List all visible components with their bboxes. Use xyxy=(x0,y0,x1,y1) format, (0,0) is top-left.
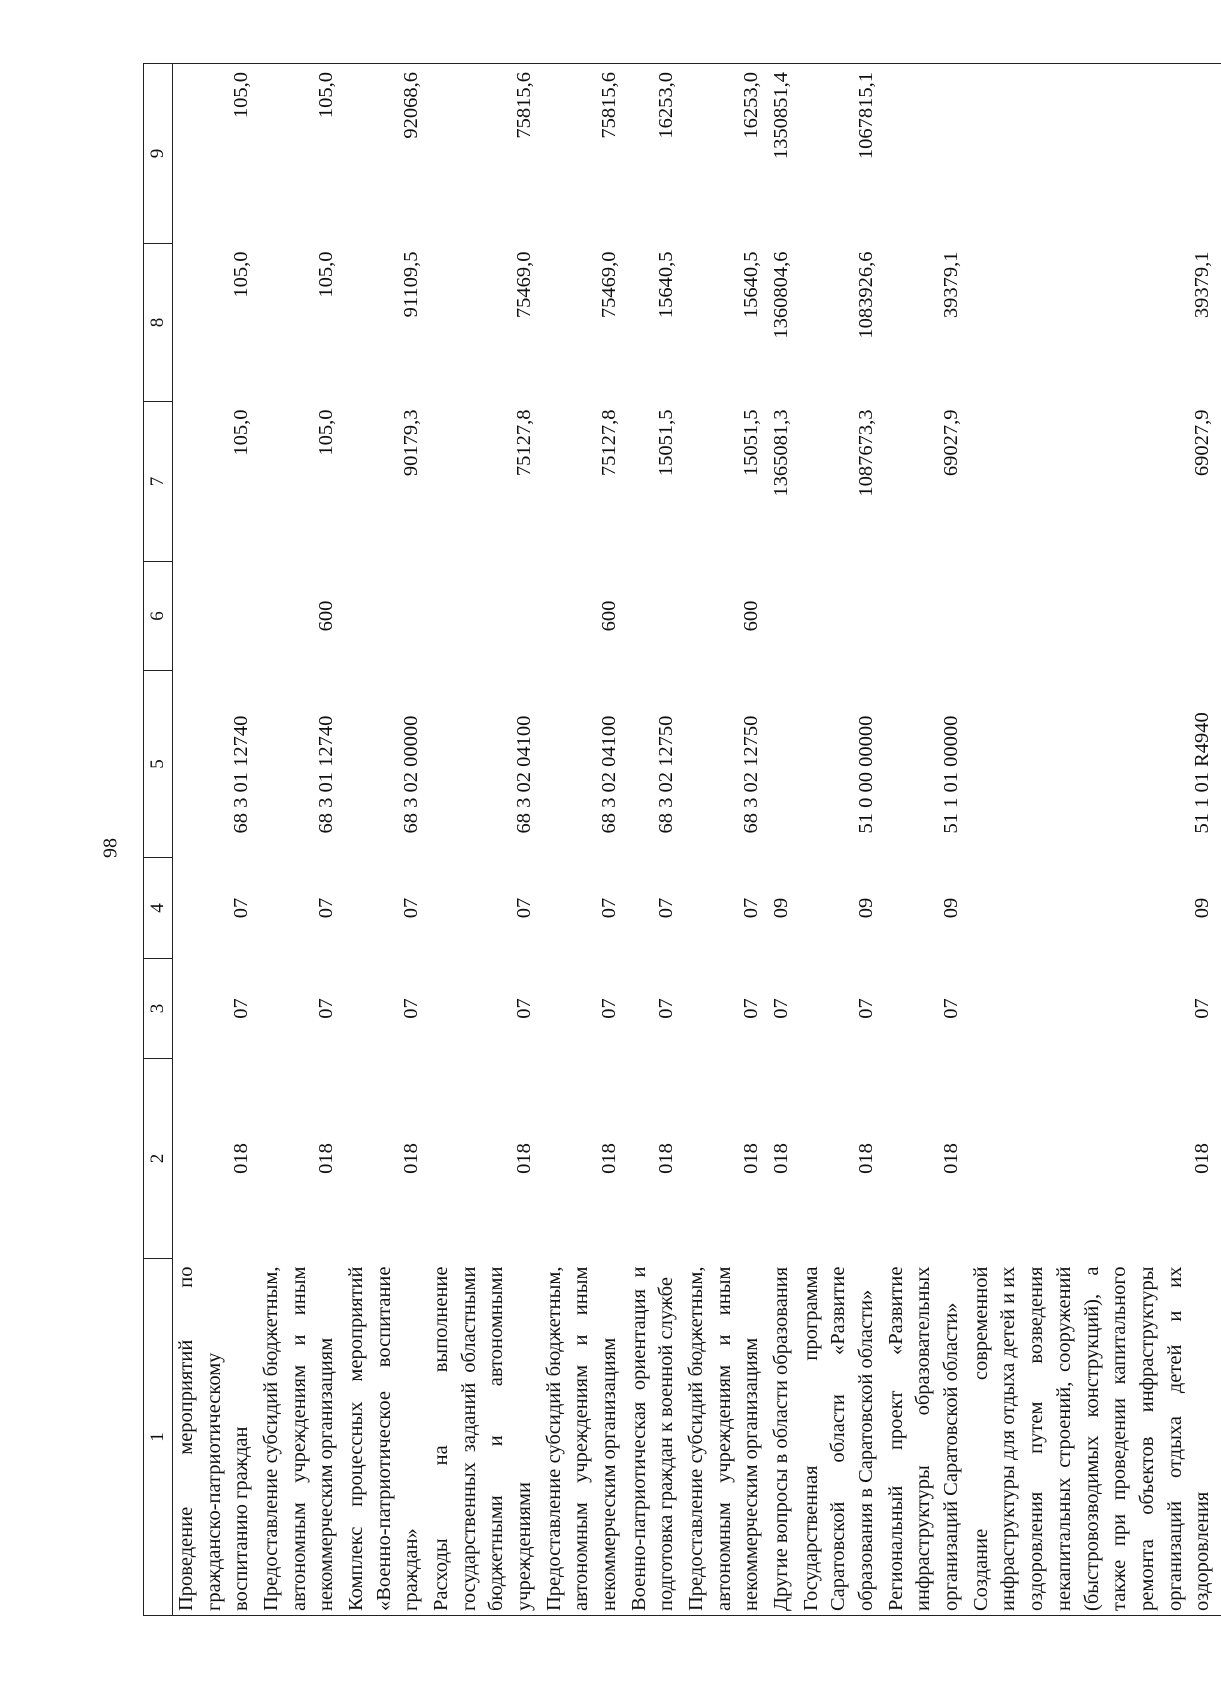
amount-year-2: 15640,5 xyxy=(740,251,763,319)
section-code: 07 xyxy=(770,998,793,1019)
amount-year-2: 15640,5 xyxy=(655,251,678,319)
subsection-code: 07 xyxy=(740,897,763,919)
amount-year-3: 1350851,4 xyxy=(770,72,793,160)
amount-year-1: 1365081,3 xyxy=(770,409,793,497)
target-article-code: 68 3 02 12750 xyxy=(740,715,763,834)
target-article-code: 68 3 02 00000 xyxy=(400,715,423,834)
amount-year-3: 75815,6 xyxy=(598,72,621,139)
header-col-5: 5 xyxy=(144,671,173,858)
expense-type-code xyxy=(173,562,259,671)
row-name: Государственная программа Саратовской области «Развитие образования в Саратовской области» xyxy=(799,1266,878,1611)
amount-year-1: 75127,8 xyxy=(513,409,536,477)
table-row xyxy=(343,64,428,1616)
subsection-code: 09 xyxy=(770,897,793,919)
amount-year-2: 75469,0 xyxy=(513,251,536,319)
table-row xyxy=(428,64,541,1616)
row-name: Предоставление субсидий бюджетным, автономным учреждениям и иным некоммерческим организациям xyxy=(260,1266,338,1611)
budget-table xyxy=(143,63,1221,1616)
subsection-code: 09 xyxy=(940,897,963,919)
amount-year-1: 15051,5 xyxy=(740,409,763,477)
subsection-code: 07 xyxy=(655,897,678,919)
header-col-8: 8 xyxy=(144,244,173,402)
row-name: Другие вопросы в области образования xyxy=(770,1266,793,1611)
expense-type-code xyxy=(768,562,798,671)
amount-year-2: 39379,1 xyxy=(940,251,963,319)
row-name: Проведение мероприятий по гражданско-патриотическому воспитанию граждан xyxy=(175,1266,253,1611)
amount-year-3 xyxy=(968,64,1221,244)
table-row xyxy=(626,64,683,1616)
amount-year-2: 1360804,6 xyxy=(770,251,793,339)
section-code: 07 xyxy=(400,998,423,1019)
target-article-code: 68 3 01 12740 xyxy=(230,715,253,834)
target-article-code: 51 1 01 00000 xyxy=(940,715,963,834)
table-row xyxy=(968,64,1221,1616)
table-row xyxy=(258,64,343,1616)
subsection-code: 09 xyxy=(855,897,878,919)
table-body xyxy=(173,64,1221,1616)
target-article-code: 68 3 02 12750 xyxy=(655,715,678,834)
table-row xyxy=(768,64,798,1616)
amount-year-3: 16253,0 xyxy=(740,72,763,139)
ministry-code: 018 xyxy=(400,1143,423,1174)
page-number: 98 xyxy=(99,838,122,858)
section-code: 07 xyxy=(315,998,338,1019)
amount-year-3 xyxy=(883,64,968,244)
row-name: Региональный проект «Развитие инфраструктуры образовательных организаций Саратовской области» xyxy=(884,1266,963,1611)
row-name: Предоставление субсидий бюджетным, автономным учреждениям и иным некоммерческим организациям xyxy=(542,1266,621,1611)
amount-year-1: 69027,9 xyxy=(1191,409,1214,477)
amount-year-3: 75815,6 xyxy=(513,72,536,139)
row-name: Создание современной инфраструктуры для отдыха детей и их оздоровления путем возведения некапитальных строений, сооружений (быстровозводимых конструкций), а также при проведении капитального ремонта объектов инфраструктуры организаций отдыха детей и их оздоровления xyxy=(969,1266,1214,1611)
target-article-code: 51 1 01 R4940 xyxy=(1191,712,1214,834)
row-name: Комплекс процессных мероприятий «Военно-патриотическое воспитание граждан» xyxy=(345,1266,423,1611)
expense-type-code: 600 xyxy=(315,600,338,632)
ministry-code: 018 xyxy=(940,1143,963,1174)
target-article-code: 68 3 01 12740 xyxy=(315,715,338,834)
expense-type-code xyxy=(883,562,968,671)
section-code: 07 xyxy=(655,998,678,1019)
table-row xyxy=(173,64,259,1616)
amount-year-1: 105,0 xyxy=(315,409,338,456)
section-code: 07 xyxy=(1191,998,1214,1019)
expense-type-code: 600 xyxy=(598,600,621,632)
ministry-code: 018 xyxy=(315,1143,338,1174)
ministry-code: 018 xyxy=(855,1143,878,1174)
section-code: 07 xyxy=(855,998,878,1019)
amount-year-3: 16253,0 xyxy=(655,72,678,139)
ministry-code: 018 xyxy=(655,1143,678,1174)
header-col-1: 1 xyxy=(144,1259,173,1616)
header-col-9: 9 xyxy=(144,64,173,244)
ministry-code: 018 xyxy=(230,1143,253,1174)
expense-type-code: 600 xyxy=(740,600,763,632)
row-name: Военно-патриотическая ориентация и подготовка граждан к военной службе xyxy=(627,1266,678,1611)
amount-year-2: 105,0 xyxy=(230,251,253,298)
amount-year-3: 105,0 xyxy=(315,72,338,119)
table-row xyxy=(683,64,768,1616)
ministry-code: 018 xyxy=(770,1143,793,1174)
ministry-code: 018 xyxy=(598,1143,621,1174)
ministry-code: 018 xyxy=(740,1143,763,1174)
expense-type-code xyxy=(626,562,683,671)
amount-year-1: 90179,3 xyxy=(400,409,423,477)
section-code: 07 xyxy=(740,998,763,1019)
amount-year-3: 105,0 xyxy=(230,72,253,119)
amount-year-2: 75469,0 xyxy=(598,251,621,319)
section-code: 07 xyxy=(940,998,963,1019)
amount-year-2: 105,0 xyxy=(315,251,338,298)
amount-year-1: 15051,5 xyxy=(655,409,678,477)
row-name: Предоставление субсидий бюджетным, автономным учреждениям и иным некоммерческим организациям xyxy=(685,1266,763,1611)
subsection-code: 07 xyxy=(400,897,423,919)
subsection-code: 07 xyxy=(315,897,338,919)
target-article-code: 68 3 02 04100 xyxy=(513,715,536,834)
amount-year-1: 105,0 xyxy=(230,409,253,456)
amount-year-2: 39379,1 xyxy=(1191,251,1214,319)
expense-type-code xyxy=(428,562,541,671)
target-article-code: 68 3 02 04100 xyxy=(598,715,621,834)
table-row xyxy=(541,64,626,1616)
table-row xyxy=(883,64,968,1616)
subsection-code: 09 xyxy=(1191,897,1214,919)
header-col-4: 4 xyxy=(144,858,173,959)
section-code: 07 xyxy=(513,998,536,1019)
amount-year-3: 92068,6 xyxy=(400,72,423,139)
section-code: 07 xyxy=(598,998,621,1019)
budget-document xyxy=(143,64,1214,1616)
target-article-code xyxy=(768,671,798,858)
amount-year-1: 69027,9 xyxy=(940,409,963,477)
subsection-code: 07 xyxy=(230,897,253,919)
amount-year-3: 1067815,1 xyxy=(855,72,878,160)
header-col-6: 6 xyxy=(144,562,173,671)
table-row xyxy=(798,64,883,1616)
header-col-7: 7 xyxy=(144,402,173,562)
expense-type-code xyxy=(968,562,1221,671)
expense-type-code xyxy=(343,562,428,671)
ministry-code: 018 xyxy=(513,1143,536,1174)
ministry-code: 018 xyxy=(1191,1143,1214,1174)
table-header xyxy=(144,64,173,1616)
amount-year-1: 75127,8 xyxy=(598,409,621,477)
subsection-code: 07 xyxy=(598,897,621,919)
row-name: Расходы на выполнение государственных заданий областными бюджетными и автономными учреждениями xyxy=(430,1266,536,1611)
amount-year-2: 1083926,6 xyxy=(855,251,878,339)
header-col-2: 2 xyxy=(144,1059,173,1259)
section-code: 07 xyxy=(230,998,253,1019)
amount-year-1: 1087673,3 xyxy=(855,409,878,497)
amount-year-2: 91109,5 xyxy=(400,251,423,318)
expense-type-code xyxy=(798,562,883,671)
subsection-code: 07 xyxy=(513,897,536,919)
header-col-3: 3 xyxy=(144,959,173,1059)
target-article-code: 51 0 00 00000 xyxy=(855,715,878,834)
